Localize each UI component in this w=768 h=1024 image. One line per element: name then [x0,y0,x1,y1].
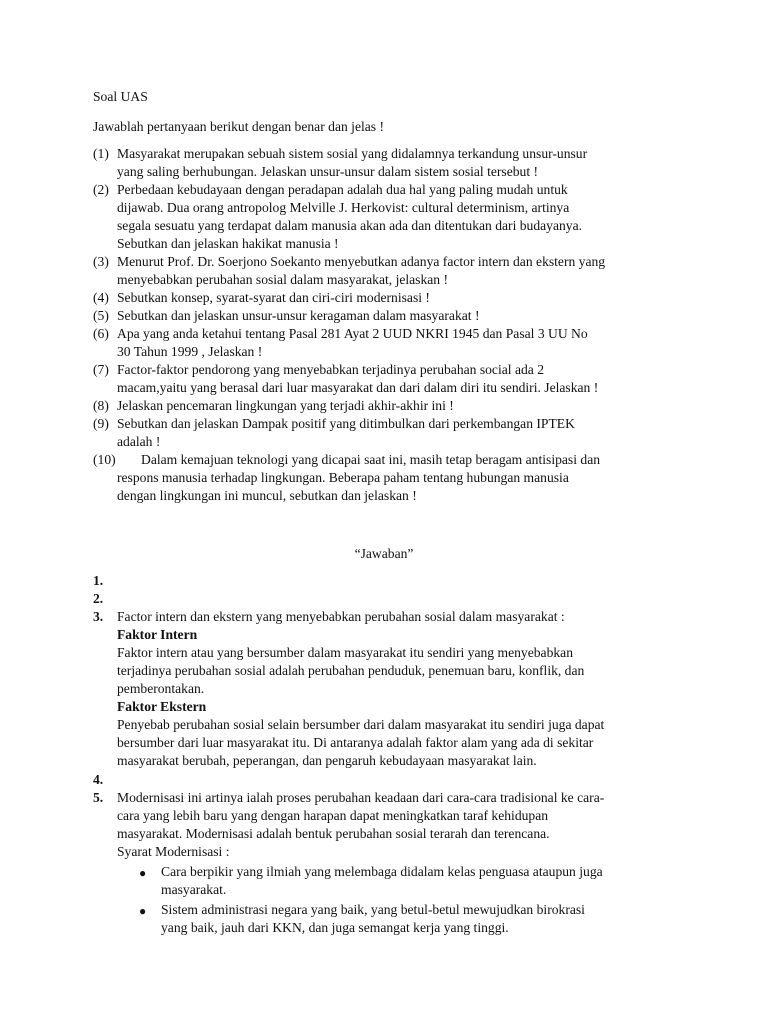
question-number: (4) [93,290,109,305]
question-number: (5) [93,308,109,323]
question-line: Sebutkan dan jelaskan hakikat manusia ! [117,236,339,251]
document-title: Soal UAS [93,89,148,104]
answer-number: 5. [93,790,104,805]
syarat-label: Syarat Modernisasi : [117,844,230,859]
answer-line: masyarakat berubah, peperangan, dan pengaruh kebudayaan masyarakat lain. [117,753,537,768]
answer-number: 4. [93,772,104,787]
bullet-icon: ● [139,866,147,880]
question-line: macam,yaitu yang berasal dari luar masyarakat dan dari dalam diri itu sendiri. Jelaskan ! [117,380,599,395]
intern-heading: Faktor Intern [117,627,198,642]
question-line: Sebutkan dan jelaskan unsur-unsur keragaman dalam masyarakat ! [117,308,480,323]
question-line: Jelaskan pencemaran lingkungan yang terjadi akhir-akhir ini ! [117,398,454,413]
question-number: (10) [93,452,116,467]
bullet-icon: ● [139,904,147,918]
answer-line: Modernisasi ini artinya ialah proses perubahan keadaan dari cara-cara tradisional ke cara- [117,790,605,805]
question-line: dijawab. Dua orang antropolog Melville J. Herkovist: cultural determinism, artinya [117,200,570,215]
question-line: dengan lingkungan ini muncul, sebutkan dan jelaskan ! [117,488,417,503]
question-line: Menurut Prof. Dr. Soerjono Soekanto menyebutkan adanya factor intern dan ekstern yang [117,254,606,269]
question-line: Factor-faktor pendorong yang menyebabkan terjadinya perubahan social ada 2 [117,362,545,377]
question-line: Masyarakat merupakan sebuah sistem sosial yang didalamnya terkandung unsur-unsur [117,146,588,161]
question-number: (2) [93,182,109,197]
answer-number: 2. [93,591,104,606]
question-number: (1) [93,146,109,161]
question-number: (3) [93,254,109,269]
answer-number: 1. [93,573,104,588]
bullet-text: Cara berpikir yang ilmiah yang melembaga didalam kelas penguasa ataupun juga [161,864,603,879]
question-line: yang saling berhubungan. Jelaskan unsur-unsur dalam sistem sosial tersebut ! [117,164,539,179]
question-number: (9) [93,416,109,431]
question-number: (6) [93,326,109,341]
bullet-text: yang baik, jauh dari KKN, dan juga semangat kerja yang tinggi. [161,920,509,935]
question-number: (7) [93,362,109,377]
question-line: Perbedaan kebudayaan dengan peradapan adalah dua hal yang paling mudah untuk [117,182,568,197]
answer-line: pemberontakan. [117,681,205,696]
answer-line: masyarakat. Modernisasi adalah bentuk perubahan sosial terarah dan terencana. [117,826,550,841]
answer-line: terjadinya perubahan sosial adalah perubahan penduduk, penemuan baru, konflik, dan [117,663,585,678]
answer-number: 3. [93,609,104,624]
question-line: segala sesuatu yang terdapat dalam manusia akan ada dan ditentukan dari budayanya. [117,218,583,233]
answer-line: Faktor intern atau yang bersumber dalam masyarakat itu sendiri yang menyebabkan [117,645,573,660]
question-line: menyebabkan perubahan sosial dalam masyarakat, jelaskan ! [117,272,449,287]
question-line: respons manusia terhadap lingkungan. Beberapa paham tentang hubungan manusia [117,470,569,485]
question-line: 30 Tahun 1999 , Jelaskan ! [117,344,263,359]
answer-line: cara yang lebih baru yang dengan harapan dapat meningkatkan taraf kehidupan [117,808,549,823]
question-line: Apa yang anda ketahui tentang Pasal 281 Ayat 2 UUD NKRI 1945 dan Pasal 3 UU No [117,326,588,341]
question-line: Sebutkan konsep, syarat-syarat dan ciri-ciri modernisasi ! [117,290,430,305]
question-line: adalah ! [117,434,161,449]
ekstern-heading: Faktor Ekstern [117,699,207,714]
question-number: (8) [93,398,109,413]
bullet-text: masyarakat. [161,882,227,897]
answer-line: bersumber dari luar masyarakat itu. Di antaranya adalah faktor alam yang ada di sekitar [117,735,594,750]
question-line: Sebutkan dan jelaskan Dampak positif yang ditimbulkan dari perkembangan IPTEK [117,416,575,431]
instruction-text: Jawablah pertanyaan berikut dengan benar dan jelas ! [93,119,385,134]
question-line: Dalam kemajuan teknologi yang dicapai saat ini, masih tetap beragam antisipasi dan [141,452,601,467]
answer-intro: Factor intern dan ekstern yang menyebabkan perubahan sosial dalam masyarakat : [117,609,565,624]
answers-heading: “Jawaban” [354,546,414,561]
bullet-text: Sistem administrasi negara yang baik, yang betul-betul mewujudkan birokrasi [161,902,585,917]
answer-line: Penyebab perubahan sosial selain bersumber dari dalam masyarakat itu sendiri juga dapat [117,717,605,732]
